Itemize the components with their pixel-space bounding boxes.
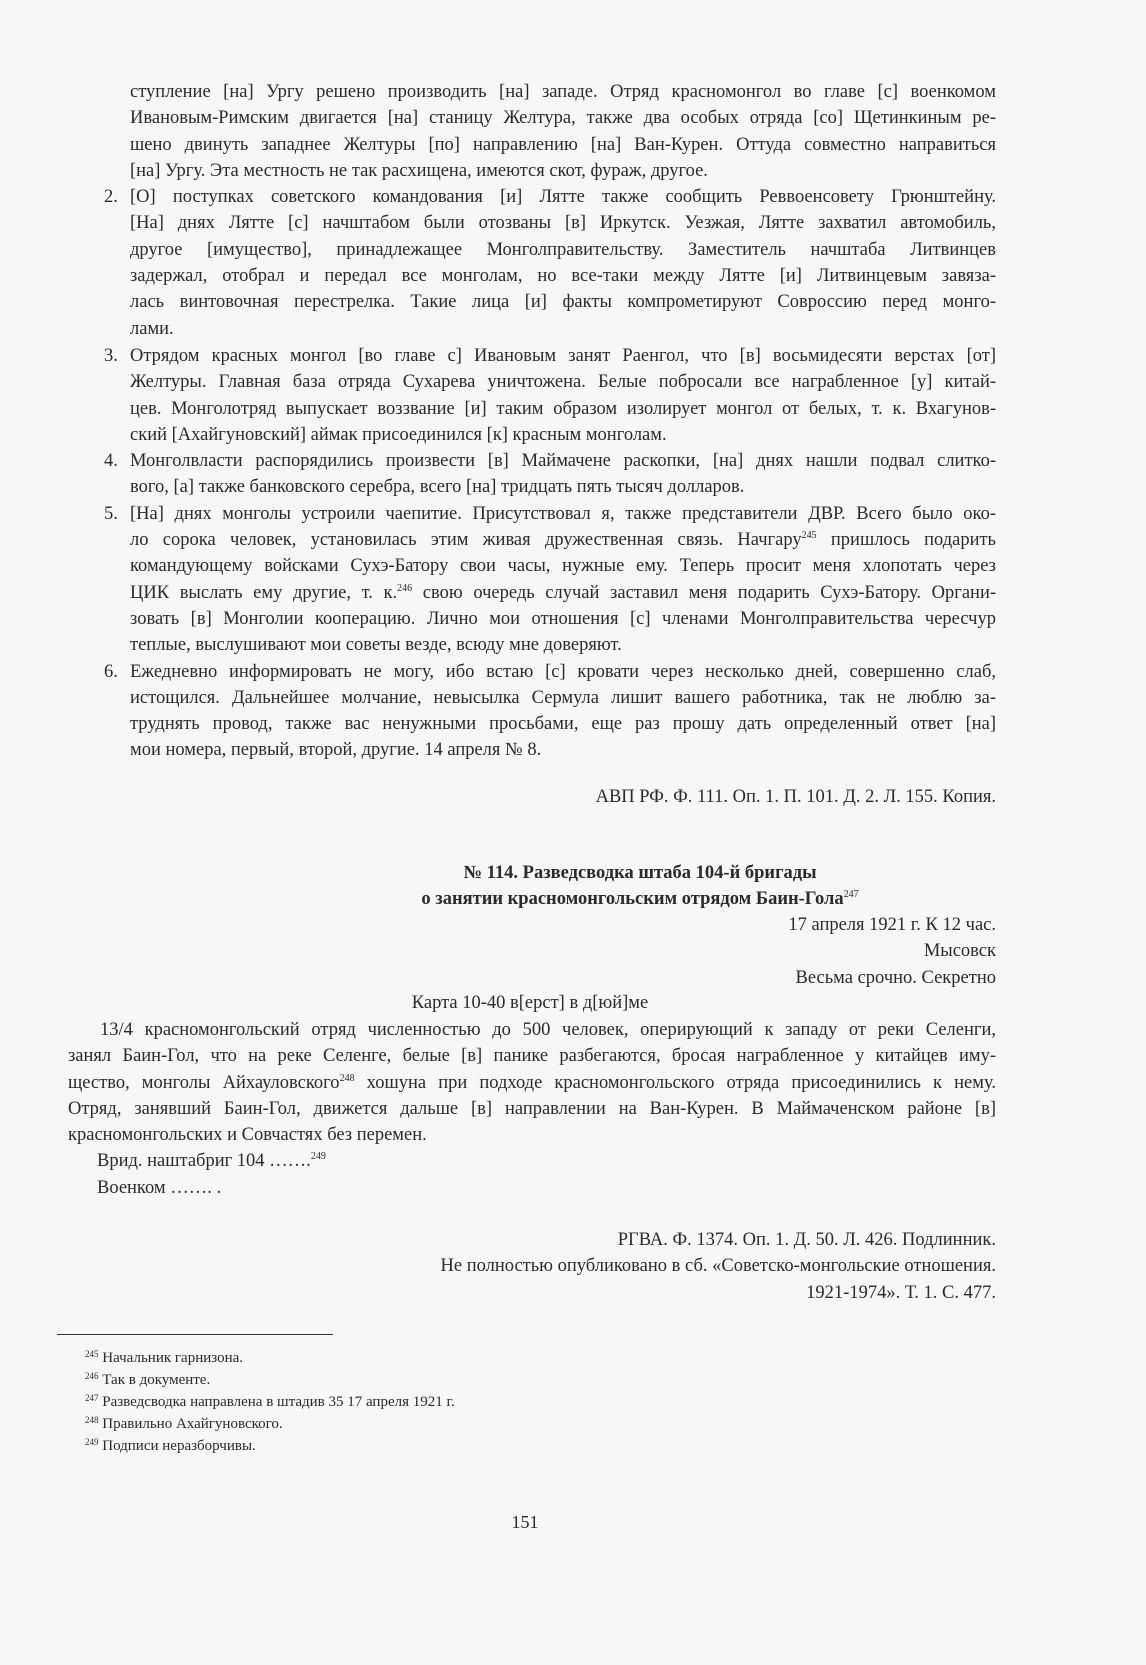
- classification: Весьма срочно. Секретно: [795, 967, 996, 988]
- text-line: ло сорока человек, установилась этим живая дружественная связь. Начгару$^{245}$ пришлось подарить: [130, 530, 996, 551]
- list-item-6: [104, 659, 996, 764]
- text-line: [О] поступках советского командования [и] Лятте также сообщить Реввоенсовету Грюнштейну.: [130, 187, 996, 208]
- text-line: [На] днях Лятте [с] начштабом были отозваны [в] Иркутск. Уезжая, Лятте захватил автомобиль,: [130, 213, 996, 234]
- text-line: вого, [а] также банковского серебра, всего [на] тридцать пять тысяч долларов.: [130, 477, 745, 498]
- item-number: 2.: [104, 187, 118, 208]
- footnote: $^{245}$ Начальник гарнизона.: [85, 1349, 244, 1366]
- text-line: Ивановым-Римским двигается [на] станицу Желтура, также два особых отряда [со] Щетинкиным ре-: [130, 108, 996, 129]
- signature-2: Военком ……. .: [97, 1177, 222, 1198]
- text-line: [На] днях монголы устроили чаепитие. Присутствовал я, также представители ДВР. Всего было око-: [130, 503, 996, 524]
- footnote: $^{247}$ Разведсводка направлена в штадив 35 17 апреля 1921 г.: [85, 1393, 455, 1410]
- footnote-ref: 245: [801, 530, 817, 542]
- document-place: Мысовск: [923, 941, 996, 962]
- text-line: [на] Ургу. Эта местность не так расхищена, имеются скот, фураж, другое.: [130, 160, 708, 181]
- signature-1: Врид. наштабриг 104 …….$^{249}$: [97, 1151, 326, 1172]
- footnotes: [85, 1347, 455, 1457]
- item-number: 4.: [104, 451, 118, 472]
- text-line: ЦИК выслать ему другие, т. к.$^{246}$ свою очередь случай заставил меня подарить Сухэ-Батору. Органи-: [130, 582, 997, 603]
- footnote-ref: 249: [310, 1151, 326, 1163]
- list-item-3: [104, 343, 996, 448]
- text-line: задержал, отобрал и передал все монголам, но все-таки между Лятте [и] Литвинцевым завяза-: [130, 266, 996, 287]
- text-line: Желтуры. Главная база отряда Сухарева уничтожена. Белые побросали все награбленное [у] китай-: [130, 372, 996, 393]
- list-item-5: [104, 501, 997, 659]
- text-line: командующему войсками Сухэ-Батору свои часы, нужные ему. Теперь просит меня хлопотать через: [130, 556, 996, 577]
- footnote: $^{248}$ Правильно Ахайгуновского.: [85, 1415, 283, 1432]
- footnote: $^{246}$ Так в документе.: [85, 1371, 211, 1388]
- footnote-ref: 247: [843, 889, 859, 901]
- text-line: Монголвласти распорядились произвести [в] Маймачене раскопки, [на] днях нашли подвал слитко-: [130, 451, 996, 472]
- document-body: [68, 1017, 996, 1201]
- item-number: 3.: [104, 345, 118, 366]
- footnote-ref: 246: [397, 582, 413, 594]
- list-item-4: [104, 448, 996, 501]
- text-line: труднять провод, также вас ненужными просьбами, еще раз прошу дать определенный ответ [на]: [130, 714, 996, 735]
- archive-source-2: РГВА. Ф. 1374. Оп. 1. Д. 50. Л. 426. Подлинник. Не полностью опубликовано в сб. «Советско-монгольские отношения. 1921-1974». Т. 1. С. 477.: [440, 1230, 996, 1303]
- text-line: теплые, выслушивают мои советы везде, всюду мне доверяют.: [130, 635, 622, 656]
- text-line: зовать [в] Монголии кооперацию. Лично мои отношения [с] членами Монголправительства чересчур: [130, 608, 996, 629]
- text-line: ский [Ахайгуновский] аймак присоединился [к] красным монголам.: [130, 424, 667, 445]
- footnote-ref: 248: [339, 1072, 355, 1084]
- footnote: $^{249}$ Подписи неразборчивы.: [85, 1437, 256, 1454]
- text-line: истощился. Дальнейшее молчание, невысылка Сермула лишит вашего работника, так не люблю за-: [130, 687, 996, 708]
- text-line: ступление [на] Ургу решено производить [на] западе. Отряд красномонгол во главе [с] военкомом: [130, 82, 996, 102]
- page-number: 151: [511, 1512, 539, 1532]
- text-line: шено двинуть западнее Желтуры [по] направлению [на] Ван-Курен. Оттуда совместно направиться: [130, 134, 996, 155]
- item-number: 6.: [104, 661, 118, 682]
- text-line: мои номера, первый, второй, другие. 14 апреля № 8.: [130, 740, 542, 761]
- text-line: другое [имущество], принадлежащее Монголправительству. Заместитель начштаба Литвинцев: [130, 239, 996, 260]
- list-item-2: [104, 184, 996, 342]
- text-line: красномонгольских и Совчастях без перемен.: [68, 1125, 427, 1146]
- text-line: лами.: [130, 318, 174, 339]
- text-line: Отрядом красных монгол [во главе с] Ивановым занят Раенгол, что [в] восьмидесяти верстах [от]: [130, 345, 996, 366]
- document-header: [500, 912, 996, 991]
- text-line: лась винтовочная перестрелка. Такие лица [и] факты компрометируют Совроссию перед монго-: [130, 292, 996, 313]
- footnote-divider: [57, 1334, 333, 1335]
- text-line: 13/4 красномонгольский отряд численностью до 500 человек, оперирующий к западу от реки Селенги,: [100, 1020, 996, 1040]
- text-line: щество, монголы Айхауловского$^{248}$ хошуна при подходе красномонгольского отряда присоединились к нему.: [68, 1072, 996, 1093]
- text-line: цев. Монголотряд выпускает воззвание [и] таким образом изолирует монгол от белых, т. к. Вхагунов-: [130, 398, 996, 419]
- map-note: Карта 10-40 в[ерст] в д[юй]ме: [411, 993, 649, 1013]
- document-title: № 114. Разведсводка штаба 104-й бригады о занятии красномонгольским отрядом Баин-Гола$^{247}$: [421, 863, 859, 910]
- text-line: Отряд, занявший Баин-Гол, движется дальше [в] направлении на Ван-Курен. В Маймаченском районе [в]: [68, 1098, 996, 1119]
- document-113-continuation: [104, 79, 997, 764]
- document-date: 17 апреля 1921 г. К 12 час.: [788, 915, 996, 935]
- text-line: Ежедневно информировать не могу, ибо встаю [с] кровати через несколько дней, совершенно слаб,: [130, 661, 996, 682]
- archive-source: АВП РФ. Ф. 111. Оп. 1. П. 101. Д. 2. Л. 155. Копия.: [595, 787, 996, 807]
- item-number: 5.: [104, 503, 118, 524]
- text-line: занял Баин-Гол, что на реке Селенге, белые [в] панике разбегаются, бросая награбленное у китайцев иму-: [68, 1046, 996, 1067]
